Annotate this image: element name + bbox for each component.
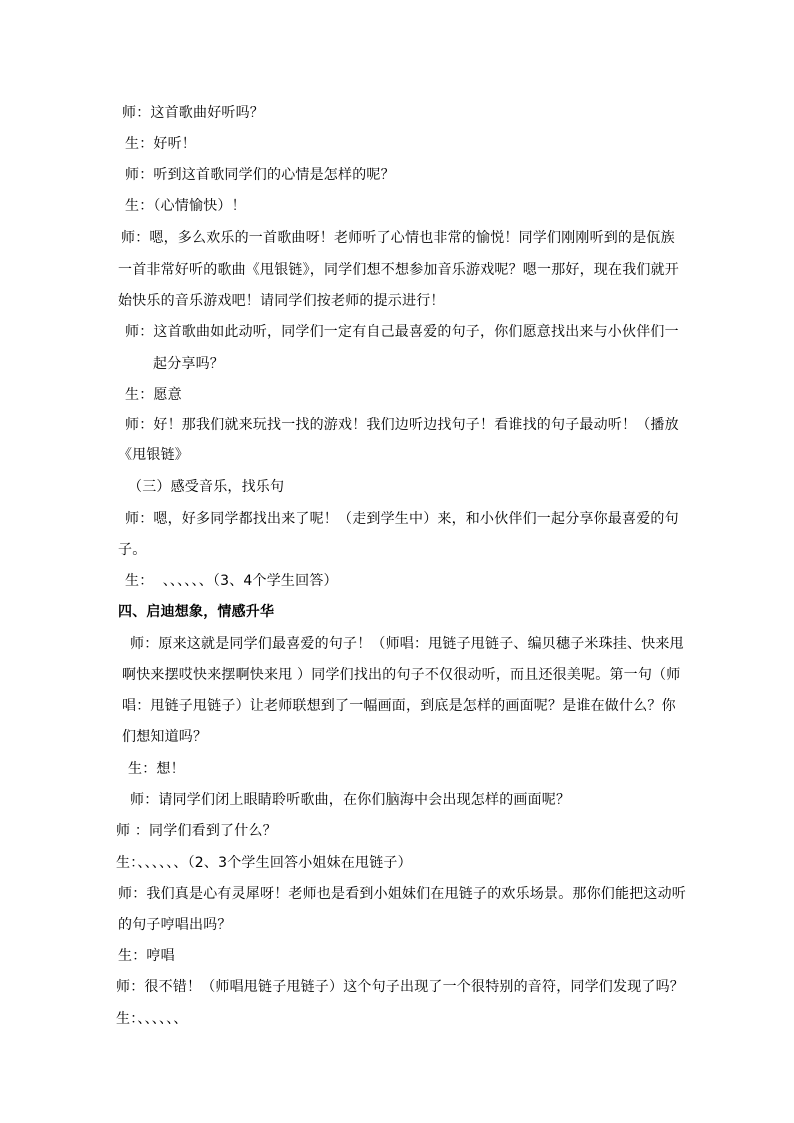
text-line: 生：哼唱 — [118, 948, 175, 964]
text-line: 师：请同学们闭上眼睛聆听歌曲，在你们脑海中会出现怎样的画面呢？ — [130, 792, 571, 808]
section-heading: 四、启迪想象，情感升华 — [118, 604, 275, 620]
text-line: 生：、、、、、、（2、3个学生回答小姐妹在甩链子） — [116, 855, 412, 871]
text-line: 《甩银链》 — [118, 447, 189, 463]
text-line: 师：这首歌曲如此动听，同学们一定有自己最喜爱的句子，你们愿意找出来与小伙伴们一 — [125, 324, 679, 340]
text-line: 唱：甩链子甩链子）让老师联想到了一幅画面，到底是怎样的画面呢？是谁在做什么？你 — [122, 698, 676, 714]
text-line: 生：愿意 — [125, 387, 182, 403]
text-line: 生：（心情愉快）！ — [125, 198, 246, 214]
text-line: 师：原来这就是同学们最喜爱的句子！（师唱：甩链子甩链子、编贝穗子米珠挂、快来甩 — [130, 636, 684, 652]
text-line: 师 ：同学们看到了什么？ — [116, 823, 277, 839]
section-heading: （三）感受音乐，找乐句 — [128, 479, 285, 495]
text-line: 师：好！那我们就来玩找一找的游戏！我们边听边找句子！看谁找的句子最动听！（播放 — [125, 417, 679, 433]
text-line: 生：、、、、、、 — [116, 1011, 188, 1027]
text-line: 师：嗯，多么欢乐的一首歌曲呀！老师听了心情也非常的愉悦！同学们刚刚听到的是佤族 — [121, 230, 675, 246]
text-line: 师：很不错！（师唱甩链子甩链子）这个句子出现了一个很特别的音符，同学们发现了吗？ — [116, 979, 684, 995]
text-line: 啊快来摆哎快来摆啊快来甩 ）同学们找出的句子不仅很动听，而且还很美呢。第一句（师 — [122, 667, 681, 683]
text-line: 生：想！ — [128, 761, 185, 777]
text-line: 始快乐的音乐游戏吧！请同学们按老师的提示进行！ — [118, 293, 445, 309]
text-line: 师：我们真是心有灵犀呀！老师也是看到小姐妹们在甩链子的欢乐场景。那你们能把这动听 — [118, 886, 686, 902]
text-line: 师：这首歌曲好听吗？ — [122, 105, 264, 121]
text-line: 们想知道吗？ — [122, 729, 208, 745]
text-line: 的句子哼唱出吗？ — [118, 917, 232, 933]
text-line: 师：听到这首歌同学们的心情是怎样的呢？ — [125, 167, 395, 183]
text-line: 生：好听！ — [125, 136, 196, 152]
text-line: 起分享吗？ — [153, 356, 224, 372]
text-line: 一首非常好听的歌曲《甩银链》，同学们想不想参加音乐游戏呢？嗯一那好，现在我们就开 — [118, 262, 679, 278]
text-line: 生： 、、、、、、（3、4个学生回答） — [125, 573, 338, 589]
text-line: 子。 — [118, 542, 147, 558]
text-line: 师：嗯，好多同学都找出来了呢！（走到学生中）来，和小伙伴们一起分享你最喜爱的句 — [125, 511, 679, 527]
